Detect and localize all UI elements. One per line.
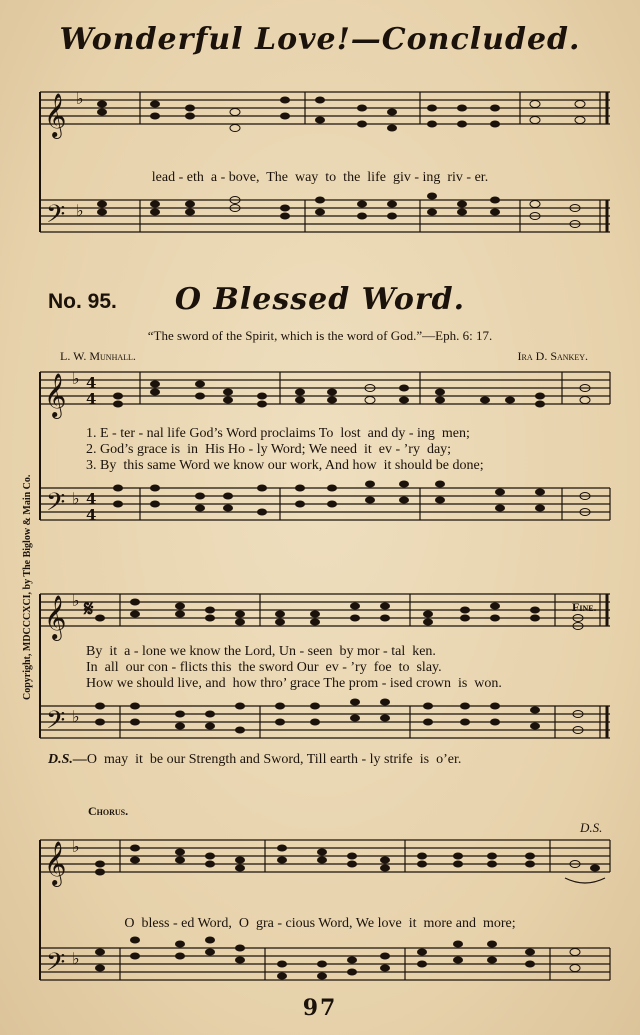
chorus-label: Chorus.	[88, 804, 129, 818]
composer-credit: Ira D. Sankey.	[517, 349, 588, 363]
ds-prefix: D.S.—	[48, 752, 87, 767]
svg-text:♭: ♭	[72, 707, 80, 726]
svg-text:𝄢: 𝄢	[46, 488, 66, 523]
verse-2-line-2: In all our con - flicts this the sword Our ev - ’ry foe to slay.	[86, 660, 442, 675]
fine-label: Fine.	[572, 600, 597, 614]
verse-2-line-1: 2. God’s grace is in His Ho - ly Word; We need it ev - ’ry day;	[86, 442, 452, 457]
svg-text:♭: ♭	[72, 837, 80, 856]
hymn-number: No. 95.	[48, 290, 117, 313]
svg-text:4: 4	[86, 374, 97, 392]
svg-text:𝄢: 𝄢	[46, 200, 66, 235]
svg-text:𝄞: 𝄞	[44, 93, 67, 137]
svg-text:♭: ♭	[76, 201, 84, 220]
ds-text: O may it be our Strength and Sword, Till earth - ly strife is o’er.	[86, 752, 462, 767]
svg-text:𝄢: 𝄢	[46, 706, 66, 740]
svg-text:♭: ♭	[72, 489, 80, 508]
svg-text:♭: ♭	[76, 89, 84, 108]
svg-text:4: 4	[86, 490, 97, 508]
verse-1-line-2: By it a - lone we know the Lord, Un - seen by mor - tal ken.	[86, 644, 436, 659]
epigraph: “The sword of the Spirit, which is the word of God.”—Eph. 6: 17.	[147, 328, 493, 343]
previous-hymn-title: Wonderful Love!—Concluded.	[59, 22, 581, 57]
dal-segno-line	[48, 752, 461, 768]
svg-text:♭: ♭	[72, 591, 80, 610]
verse-lyrics-line-1	[0, 426, 640, 490]
copyright-notice: Copyright, MDCCCXCI, by The Biglow & Main Co.	[22, 474, 33, 700]
page-number: 97	[302, 995, 338, 1021]
svg-text:4: 4	[86, 506, 97, 524]
verse-3-line-2: How we should live, and how thro’ grace The prom - ised crown is won.	[86, 676, 502, 691]
verse-3-line-1: 3. By this same Word we know our work, And how it should be done;	[86, 458, 484, 473]
verse-lyrics-line-2	[0, 644, 640, 708]
previous-hymn-lyric: lead - eth a - bove, The way to the life giv - ing riv - er.	[151, 170, 489, 185]
svg-text:𝄞: 𝄞	[44, 595, 67, 639]
chorus-ds-label: D.S.	[580, 820, 603, 835]
author-credit: L. W. Munhall.	[60, 349, 136, 363]
verse-1-line-1: 1. E - ter - nal life God’s Word proclaims To lost and dy - ing men;	[86, 426, 470, 441]
svg-text:𝄞: 𝄞	[44, 841, 67, 885]
staff-system-1	[0, 0, 640, 240]
svg-text:♭: ♭	[72, 369, 80, 388]
svg-text:𝄢: 𝄢	[46, 948, 66, 983]
svg-text:4: 4	[86, 390, 97, 408]
svg-text:♭: ♭	[72, 949, 80, 968]
hymn-title: O Blessed Word.	[174, 282, 466, 317]
chorus-lyric: O bless - ed Word, O gra - cious Word, We love it more and more;	[124, 916, 516, 931]
svg-text:𝄞: 𝄞	[44, 373, 67, 417]
segno-sign: 𝄋	[84, 596, 94, 622]
